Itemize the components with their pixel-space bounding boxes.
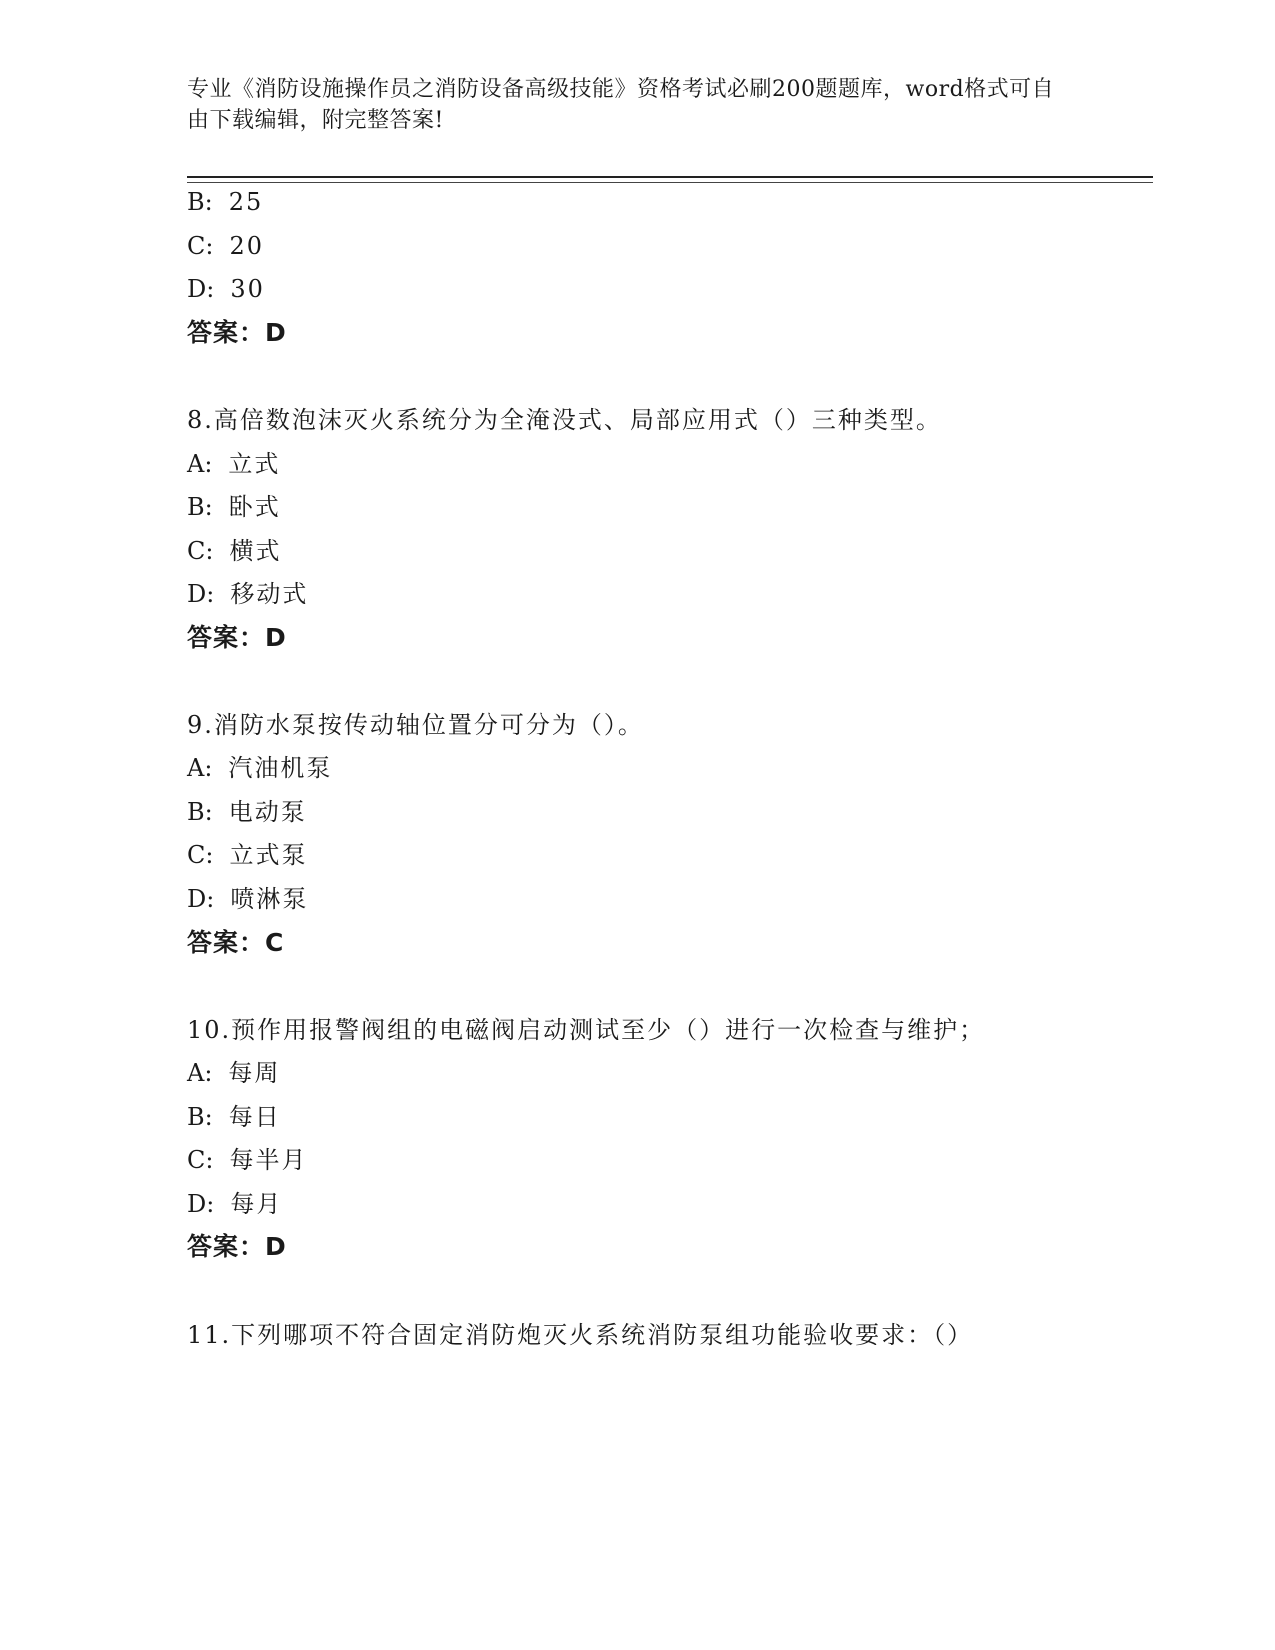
- page-title: 专业《消防设施操作员之消防设备高级技能》资格考试必刷200题题库，word格式可自由下载编辑，附完整答案!: [187, 77, 1055, 133]
- option-d: D: 30: [187, 275, 265, 303]
- question-text: 10.预作用报警阀组的电磁阀启动测试至少（）进行一次检查与维护；: [187, 1016, 986, 1044]
- option-c: C: 立式泵: [187, 841, 308, 869]
- option-b: B: 每日: [187, 1103, 281, 1131]
- option-d: D: 移动式: [187, 580, 309, 608]
- option-a: A: 每周: [187, 1059, 281, 1087]
- answer: 答案：D: [187, 1232, 287, 1261]
- option-b: B: 电动泵: [187, 798, 307, 826]
- option-b: B: 25: [187, 188, 264, 216]
- header-divider-thin: [187, 182, 1153, 183]
- option-c: C: 横式: [187, 537, 282, 565]
- option-b: B: 卧式: [187, 493, 281, 521]
- answer: 答案：D: [187, 318, 287, 347]
- option-d: D: 每月: [187, 1190, 283, 1218]
- question-text: 9.消防水泵按传动轴位置分可分为（）。: [187, 711, 644, 739]
- question-text: 11.下列哪项不符合固定消防炮灭火系统消防泵组功能验收要求：（）: [187, 1321, 974, 1349]
- option-c: C: 每半月: [187, 1146, 308, 1174]
- option-d: D: 喷淋泵: [187, 885, 309, 913]
- option-a: A: 立式: [187, 450, 281, 478]
- answer: 答案：D: [187, 623, 287, 652]
- option-c: C: 20: [187, 232, 264, 260]
- header-divider-thick: [187, 176, 1153, 178]
- answer: 答案：C: [187, 928, 285, 957]
- question-text: 8.高倍数泡沫灭火系统分为全淹没式、局部应用式（）三种类型。: [187, 406, 942, 434]
- option-a: A: 汽油机泵: [187, 754, 333, 782]
